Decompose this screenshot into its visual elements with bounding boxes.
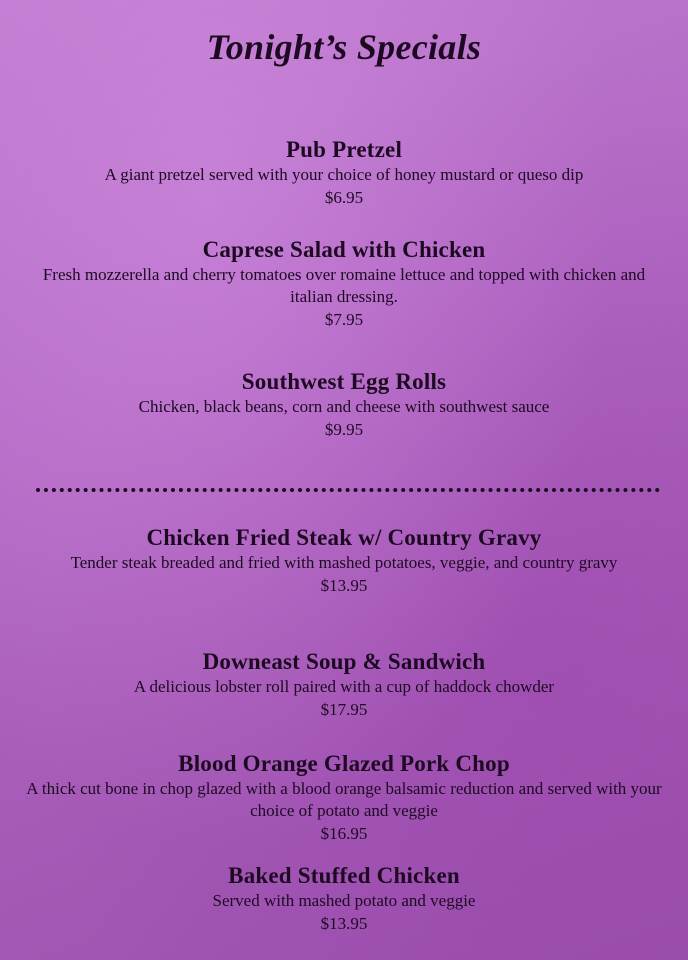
item-price: $17.95 xyxy=(320,700,368,719)
menu-item-blood-orange-pork-chop xyxy=(24,750,664,846)
menu-item-baked-stuffed-chicken xyxy=(24,862,664,936)
item-price: $16.95 xyxy=(320,824,368,843)
item-name: Chicken Fried Steak w/ Country Gravy xyxy=(146,525,542,550)
menu-item-pub-pretzel xyxy=(24,136,664,210)
item-name: Caprese Salad with Chicken xyxy=(202,237,486,262)
item-price: $6.95 xyxy=(324,188,364,207)
item-name: Baked Stuffed Chicken xyxy=(228,863,460,888)
dotted-divider xyxy=(36,488,660,492)
item-price: $7.95 xyxy=(324,310,364,329)
item-name: Southwest Egg Rolls xyxy=(241,369,447,394)
item-name: Pub Pretzel xyxy=(285,137,403,162)
item-price: $13.95 xyxy=(320,914,368,933)
menu-title: Tonight’s Specials xyxy=(206,27,482,67)
menu-item-downeast-soup-sandwich xyxy=(24,648,664,722)
item-description: Chicken, black beans, corn and cheese with southwest sauce xyxy=(138,397,550,416)
item-price: $9.95 xyxy=(324,420,364,439)
item-description: Tender steak breaded and fried with mashed potatoes, veggie, and country gravy xyxy=(70,553,618,572)
item-name: Downeast Soup & Sandwich xyxy=(202,649,486,674)
menu-item-caprese-salad xyxy=(24,236,664,332)
item-description: A delicious lobster roll paired with a cup of haddock chowder xyxy=(133,677,555,696)
menu-item-chicken-fried-steak xyxy=(24,524,664,598)
item-description: A giant pretzel served with your choice of honey mustard or queso dip xyxy=(104,165,584,184)
item-description: A thick cut bone in chop glazed with a blood orange balsamic reduction and served with your choice of potato and veggie xyxy=(26,779,662,820)
item-description: Fresh mozzerella and cherry tomatoes over romaine lettuce and topped with chicken and italian dressing. xyxy=(42,265,646,306)
item-name: Blood Orange Glazed Pork Chop xyxy=(178,751,510,776)
item-price: $13.95 xyxy=(320,576,368,595)
item-description: Served with mashed potato and veggie xyxy=(212,891,476,910)
menu-item-southwest-egg-rolls xyxy=(24,368,664,442)
